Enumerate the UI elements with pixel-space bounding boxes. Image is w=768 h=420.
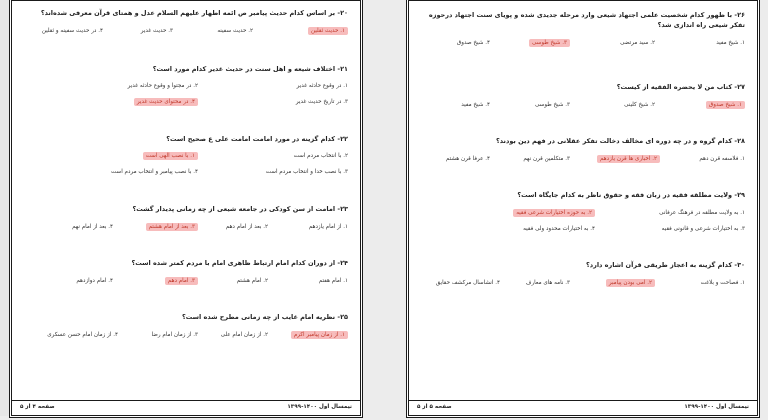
question-27 <box>417 83 745 117</box>
option-correct[interactable]: ۱. حدیث ثقلین <box>308 27 348 35</box>
option[interactable]: ۳. از زمان امام رضا <box>151 331 198 338</box>
option[interactable]: ۳. در تاریخ حدیث غدیر <box>295 98 348 105</box>
semester-label: نیمسال اول ۱۴۰۰-۱۳۹۹ <box>287 404 352 410</box>
option[interactable]: ۲. بعد از امام دهم <box>225 223 268 230</box>
option[interactable]: ۴. انشاسال مرکشف حقایق <box>435 279 500 286</box>
left-gutter <box>0 0 10 416</box>
option[interactable]: ۳. با نصب خدا و انتخاب مردم است <box>265 168 348 175</box>
option[interactable]: ۱. از امام یازدهم <box>308 223 348 230</box>
option[interactable]: ۲. امام هشتم <box>236 277 268 284</box>
option[interactable]: ۴. امام دوازدهم <box>76 277 113 284</box>
option[interactable]: ۴. به اختیارات محدود ولی فقیه <box>523 225 595 232</box>
question-text: ۲۹- ولایت مطلقه فقیه در زبان فقه و حقوق ناظر به کدام جایگاه است؟ <box>517 191 745 199</box>
option[interactable]: ۱. امام هفتم <box>318 277 348 284</box>
page-number: صفحه ۴ از ۵ <box>20 404 55 410</box>
option[interactable]: ۳. شیخ طوسی <box>534 101 570 108</box>
question-text: ۲۶- با ظهور کدام شخصیت علمی اجتهاد شیعی وارد مرحله جدیدی شده و پویای سنت اجتهاد درحوزه تفکر شیعی راه اندازی شد؟ <box>428 11 745 29</box>
page-footer <box>12 400 360 415</box>
option-correct[interactable]: ۲. امی بودن پیامبر <box>606 279 655 287</box>
option[interactable]: ۲. حدیث سفینه <box>217 27 253 34</box>
question-text: ۲۷- کتاب من لا یحضره الفقیه از کیست؟ <box>616 83 745 91</box>
question-text: ۲۴- از دوران کدام امام ارتباط ظاهری امام با مردم کمتر شده است؟ <box>131 259 348 267</box>
option[interactable]: ۴. شیخ صدوق <box>456 39 490 46</box>
option-correct[interactable]: ۴. در محتوای حدیث غدیر <box>134 98 198 106</box>
exam-page-5 <box>408 0 758 416</box>
option[interactable]: ۴. عرفا قرن هشتم <box>445 155 490 162</box>
question-22 <box>20 135 348 185</box>
option[interactable]: ۱. فصاحت و بلاغت <box>700 279 745 286</box>
option[interactable]: ۱. فلاسفه قرن دهم <box>699 155 745 162</box>
question-text: ۲۱- اختلاف شیعه و اهل سنت در حدیث غدیر کدام مورد است؟ <box>152 65 348 73</box>
option-correct[interactable]: ۱. از زمان پیامبر اکرم <box>291 331 348 339</box>
option[interactable]: ۴. بعد از امام نهم <box>72 223 113 230</box>
option[interactable]: ۴. شیخ مفید <box>461 101 490 108</box>
question-text: ۲۰- بر اساس کدام حدیث پیامبر ص ائمه اطهار علیهم السلام عدل و همتای قرآن معرفی شده‌اند؟ <box>40 9 348 17</box>
option[interactable]: ۱. به ولایت مطلقه در فرهنگ عرفانی <box>659 209 745 216</box>
page-footer <box>409 400 757 415</box>
option[interactable]: ۲. از زمان امام علی <box>220 331 268 338</box>
exam-page-4 <box>11 0 361 416</box>
option-correct[interactable]: ۲. به حوزه اختیارات شرعی فقیه <box>513 209 595 217</box>
option[interactable]: ۳. متکلمین قرن نهم <box>523 155 570 162</box>
option[interactable]: ۲. شیخ کلینی <box>624 101 655 108</box>
option-correct[interactable]: ۳. شیخ طوسی <box>529 39 570 47</box>
question-29 <box>417 191 745 241</box>
option[interactable]: ۲. با انتخاب مردم است <box>293 152 348 159</box>
page-number: صفحه ۵ از ۵ <box>417 404 452 410</box>
question-28 <box>417 137 745 171</box>
option-correct[interactable]: ۱. با نصب الهی است <box>143 152 198 160</box>
question-25 <box>20 313 348 347</box>
question-text: ۲۲- کدام گزینه در مورد امامت امامت علی ع صحیح است؟ <box>166 135 348 143</box>
question-text: ۲۸- کدام گروه و در چه دوره ای مخالف دخالت تفکر عقلانی در فهم دین بودند؟ <box>496 137 745 145</box>
option[interactable]: ۲. سید مرتضی <box>620 39 655 46</box>
option[interactable]: ۴. در حدیث سفینه و ثقلین <box>41 27 103 34</box>
option[interactable]: ۳. حدیث غدیر <box>140 27 173 34</box>
question-30 <box>417 261 745 295</box>
option[interactable]: ۴. از زمان امام حسن عسکری <box>47 331 118 338</box>
question-24 <box>20 259 348 293</box>
option[interactable]: ۲. در مجتوا و وقوع حادثه غدیر <box>127 82 198 89</box>
option[interactable]: ۳. به اختیارات شرعی و قانونی فقیه <box>661 225 745 232</box>
option[interactable]: ۴. با نصب پیامبر و انتخاب مردم است <box>111 168 198 175</box>
option-correct[interactable]: ۱. شیخ صدوق <box>706 101 745 109</box>
option[interactable]: ۱. شیخ مفید <box>716 39 745 46</box>
option[interactable]: ۳. نامه های معارف <box>525 279 570 286</box>
question-21 <box>20 65 348 115</box>
option-correct[interactable]: ۳. امام دهم <box>165 277 198 285</box>
question-23 <box>20 205 348 239</box>
question-text: ۲۵- نظریه امام غایب از چه زمانی مطرح شده است؟ <box>181 313 348 321</box>
question-20 <box>20 9 348 43</box>
option[interactable]: ۱. در وقوع حادثه غدیر <box>296 82 348 89</box>
option-correct[interactable]: ۲. اخباری ها قرن یازدهم <box>597 155 660 163</box>
semester-label: نیمسال اول ۱۴۰۰-۱۳۹۹ <box>684 404 749 410</box>
option-correct[interactable]: ۳. بعد از امام هشتم <box>146 223 198 231</box>
question-text: ۲۳- امامت از سن کودکی در جامعه شیعی از چه زمانی پدیدار گشت؟ <box>132 205 348 213</box>
question-text: ۳۰- کدام گزینه به اعجاز طریقی قرآن اشاره دارد؟ <box>585 261 745 269</box>
question-26 <box>417 11 745 55</box>
